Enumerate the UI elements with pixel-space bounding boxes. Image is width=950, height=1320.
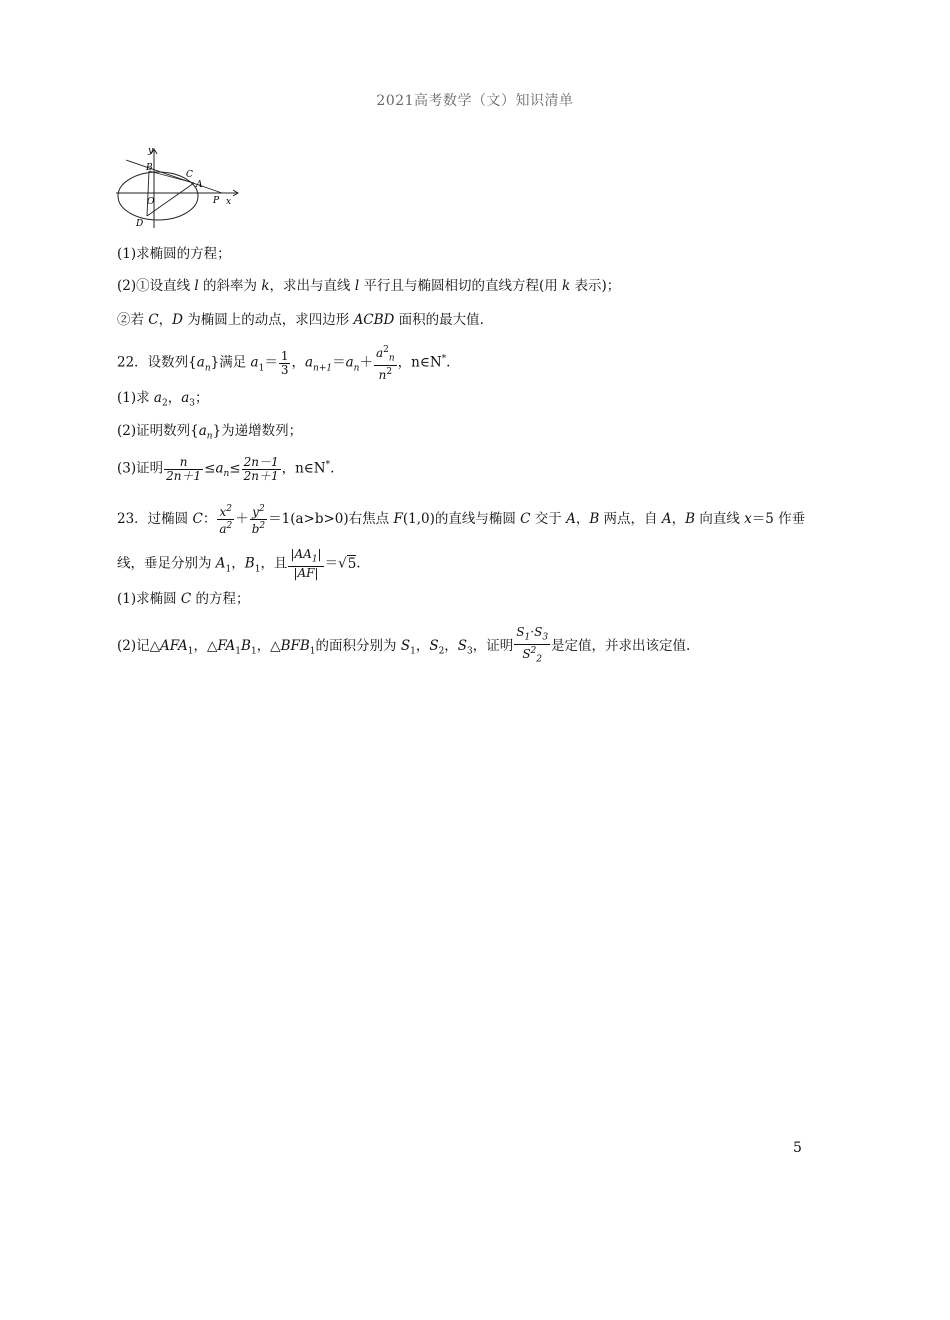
sub: 1 [258, 363, 265, 374]
var-s: S [457, 637, 468, 654]
var-a: a [375, 346, 384, 360]
q22-part1 [117, 388, 209, 414]
text: ＝ [324, 555, 339, 572]
var-c: C [520, 511, 531, 527]
sub: 1 [254, 564, 261, 575]
sup: 2 [530, 646, 537, 657]
denominator: 2n＋1 [243, 468, 279, 483]
label-p: P [213, 196, 220, 206]
text: ， [671, 511, 686, 527]
label-y: y [148, 146, 154, 156]
text: (2)①设直线 [117, 278, 195, 294]
text: 23．过椭圆 [117, 511, 193, 527]
text: ， [415, 637, 430, 654]
fraction-an2-n2 [374, 344, 397, 382]
q22-stem [117, 344, 450, 382]
text: ， [291, 354, 305, 371]
sqrt-sign: √ [338, 555, 347, 572]
var-c: C [192, 511, 203, 527]
numerator: n [164, 456, 203, 470]
denominator [514, 645, 550, 666]
text: 是定值，并求出该定值. [551, 637, 691, 654]
numerator: 1 [280, 348, 289, 363]
text: ＝5 作垂 [751, 511, 806, 527]
var-k: k [261, 278, 270, 294]
triangle-name: B [241, 637, 251, 654]
label-d: D [136, 219, 144, 229]
page-header: 2021高考数学（文）知识清单 [376, 93, 574, 109]
var-b: B [685, 511, 696, 527]
var-a: A [661, 511, 672, 527]
var-a: a [196, 354, 205, 371]
text: }为递增数列； [212, 423, 303, 439]
page-number: 5 [793, 1140, 802, 1156]
text: ，且 [260, 555, 288, 572]
sub: n [388, 353, 395, 364]
text: 平行且与椭圆相切的直线方程(用 [359, 278, 563, 294]
text: 的面积分别为 [315, 637, 401, 654]
var-x: x [744, 511, 752, 527]
var-c: C [148, 312, 159, 328]
text: 的直线与椭圆 [434, 511, 521, 527]
text: ≤ [229, 460, 241, 477]
var-a: a [153, 390, 162, 406]
var-acbd: ACBD [353, 312, 395, 328]
text: ，求出与直线 [269, 278, 355, 294]
text: ②若 [117, 312, 149, 328]
var-y: y [252, 505, 259, 519]
text: |AA [290, 547, 312, 561]
sub: 1 [187, 646, 194, 657]
var-a: a [181, 390, 190, 406]
q22-part3 [117, 455, 334, 484]
q23-stem-line2 [117, 548, 361, 580]
text: ， [575, 511, 590, 527]
sub: 1 [311, 554, 318, 565]
sub: 2 [438, 646, 445, 657]
text: ，n∈N [397, 354, 442, 371]
sub: n+1 [313, 363, 333, 374]
text: . [356, 555, 361, 572]
q23-stem-line1 [117, 503, 805, 536]
sub: n [206, 431, 213, 442]
var-c: C [180, 591, 192, 607]
text: ，n∈N [281, 460, 326, 477]
line-l [126, 160, 222, 193]
fraction-aa1-af [288, 548, 323, 580]
var-s: S [516, 625, 525, 639]
var-a: a [215, 460, 224, 477]
text: 向直线 [695, 511, 745, 527]
q21-part2 [117, 276, 620, 296]
var-a: a [304, 354, 314, 371]
text: ，证明 [472, 637, 514, 654]
text: (2)证明数列{ [117, 423, 199, 439]
triangle-name: AFA [160, 637, 188, 654]
denominator: 2n＋1 [166, 468, 202, 483]
triangle-name: BFB [280, 637, 310, 654]
var-a: a [198, 423, 207, 439]
text: ＝ [264, 354, 278, 371]
var-s: S [522, 647, 531, 662]
sub: 1 [235, 646, 242, 657]
label-a: A [196, 180, 203, 190]
label-c: C [186, 170, 193, 180]
text: ，△ [256, 637, 281, 654]
sub: 3 [467, 646, 473, 657]
sup: 2 [226, 521, 233, 531]
text: (1)求椭圆 [117, 591, 181, 607]
text: ＋ [235, 511, 249, 527]
var-b: b [251, 522, 260, 536]
denominator: 3 [280, 362, 289, 377]
q23-part2 [117, 626, 690, 667]
sup: 2 [386, 367, 393, 378]
sub: 1 [250, 646, 257, 657]
sub: 2 [536, 654, 543, 665]
text: ，△ [193, 637, 218, 654]
sub: 3 [542, 632, 549, 643]
label-x: x [226, 197, 232, 207]
text: ≤ [204, 460, 216, 477]
numerator [288, 548, 323, 567]
text: ， [444, 637, 458, 654]
var-a: a [250, 354, 259, 371]
text: 的方程； [191, 591, 250, 607]
sub: n [223, 469, 230, 480]
sup: 2 [258, 504, 265, 514]
var-a: A [215, 555, 226, 572]
q21-part3 [117, 310, 484, 330]
sub: 1 [524, 632, 531, 643]
sub: 3 [189, 398, 196, 409]
var-b: B [244, 555, 255, 572]
var-l: l [194, 278, 199, 294]
ellipse-figure [114, 144, 244, 230]
q21-part1: (1)求椭圆的方程； [117, 246, 231, 262]
sup: * [325, 460, 331, 470]
var-s: S [400, 637, 411, 654]
denominator [217, 520, 234, 536]
q23-part1 [117, 589, 250, 609]
var-k: k [562, 278, 571, 294]
sup: 2 [383, 345, 389, 355]
text: ； [195, 390, 209, 406]
sub: 1 [309, 646, 316, 657]
var-b: B [589, 511, 600, 527]
var-l: l [354, 278, 360, 294]
text: | [317, 547, 322, 561]
fraction-upper-bound [242, 456, 281, 483]
fraction-x2-a2 [217, 503, 234, 536]
sub: 1 [225, 564, 232, 575]
sup: * [441, 354, 447, 365]
text: ： [202, 511, 217, 527]
var-d: D [172, 312, 183, 328]
numerator: 2n－1 [243, 454, 279, 469]
text: 交于 [530, 511, 567, 527]
var-a: a [219, 522, 227, 536]
fraction-y2-b2 [250, 503, 267, 536]
var-f: F [393, 511, 403, 527]
sub: 2 [161, 398, 168, 409]
text: . [330, 460, 335, 477]
text: ， [158, 312, 173, 328]
sup: 2 [259, 521, 266, 531]
text: ＋ [359, 354, 373, 371]
text: (3)证明 [117, 460, 164, 477]
fraction-lower-bound [164, 456, 203, 483]
var-a: A [566, 511, 576, 527]
text: 表示)； [570, 278, 621, 294]
numerator [250, 503, 267, 520]
text: (1,0) [402, 511, 435, 527]
text: 面积的最大值. [394, 312, 484, 328]
var-n: n [378, 368, 387, 383]
label-o: O [147, 197, 155, 207]
sqrt-radicand: 5 [347, 555, 357, 572]
sup: 2 [226, 504, 233, 514]
var-s: S [534, 625, 543, 639]
var-a: a [345, 354, 354, 371]
sub: 1 [410, 646, 416, 657]
text: ， [167, 390, 182, 406]
fraction-one-third [279, 350, 291, 377]
text: ， [231, 555, 245, 572]
numerator [514, 626, 550, 645]
text: · [530, 625, 535, 639]
var-s: S [429, 637, 439, 654]
fraction-s1s3-s22 [514, 626, 550, 667]
text: 22．设数列{ [117, 354, 197, 371]
denominator [374, 366, 397, 382]
denominator: |AF| [293, 566, 319, 581]
text: ＝ [332, 354, 346, 371]
text: }满足 [210, 354, 251, 371]
denominator [250, 520, 267, 536]
triangle-name: FA [217, 637, 236, 654]
text: ＝1(a>b>0)右焦点 [268, 511, 394, 527]
text: . [446, 354, 451, 371]
sub: n [353, 363, 360, 374]
text: (2)记△ [117, 637, 161, 654]
numerator [374, 344, 397, 366]
numerator [217, 503, 234, 520]
sub: n [204, 363, 211, 374]
label-b: B [146, 163, 153, 173]
var-x: x [219, 505, 227, 519]
text: 为椭圆上的动点，求四边形 [182, 312, 354, 328]
text: 两点，自 [599, 511, 662, 527]
q22-part2 [117, 421, 302, 447]
text: 的斜率为 [198, 278, 262, 294]
text: (1)求 [117, 390, 154, 406]
text: 线，垂足分别为 [117, 555, 216, 572]
